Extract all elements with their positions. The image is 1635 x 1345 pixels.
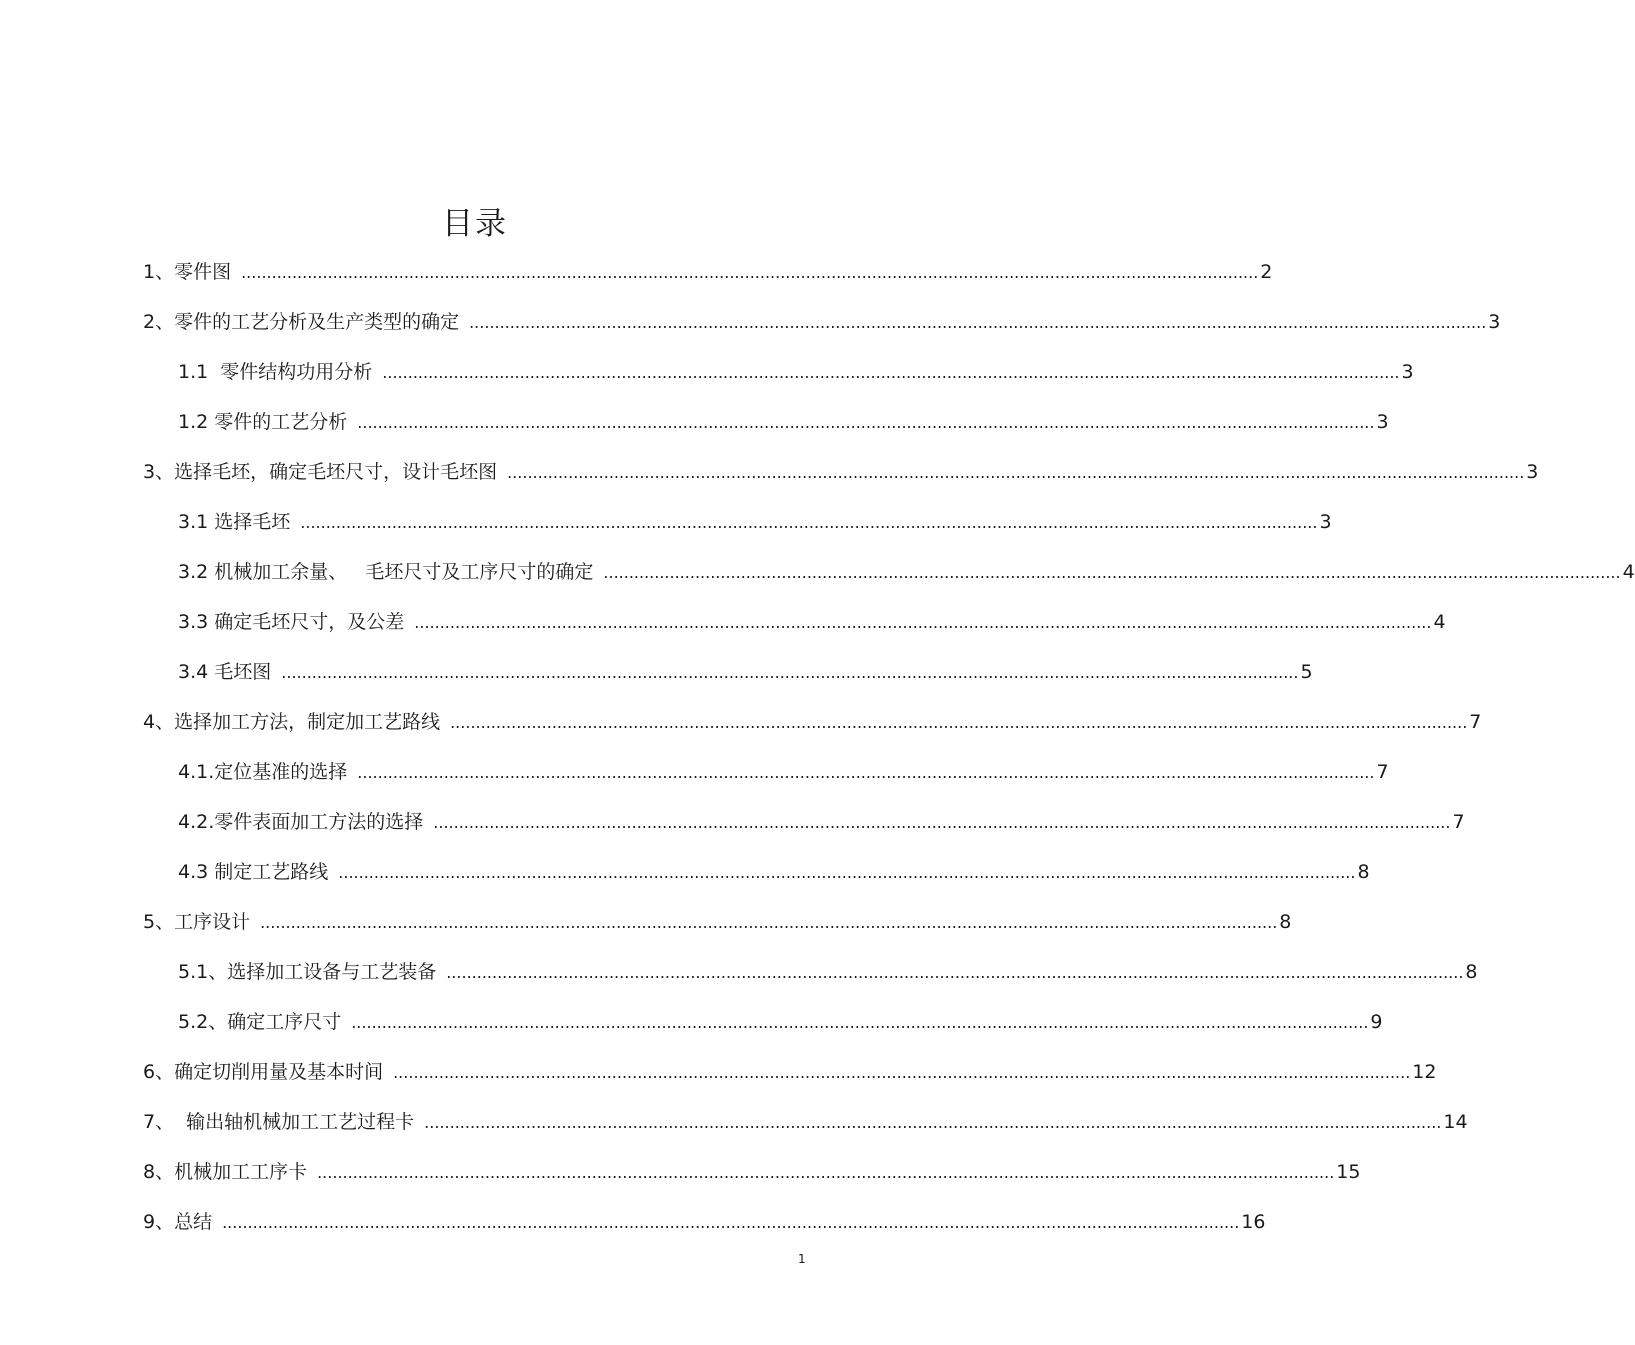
toc-entry[interactable] bbox=[143, 1103, 1468, 1133]
toc-leader-dots: ........................................................................................................................................................................................................ bbox=[222, 1213, 1240, 1232]
toc-entry[interactable] bbox=[178, 1003, 1383, 1033]
toc-entry[interactable] bbox=[178, 653, 1313, 683]
toc-leader-dots: ........................................................................................................................................................................................................ bbox=[357, 763, 1375, 782]
toc-entry-label: 1.1 零件结构功用分析 bbox=[178, 361, 373, 383]
toc-entry-label: 1、零件图 bbox=[143, 261, 232, 283]
toc-leader-dots: ........................................................................................................................................................................................................ bbox=[351, 1013, 1369, 1032]
toc-leader-dots: ........................................................................................................................................................................................................ bbox=[357, 413, 1375, 432]
toc-entry-label: 4.1.定位基准的选择 bbox=[178, 761, 348, 783]
toc-leader-dots: ........................................................................................................................................................................................................ bbox=[450, 713, 1468, 732]
toc-entry-label: 5.1、选择加工设备与工艺装备 bbox=[178, 961, 437, 983]
toc-entry-page: 4 bbox=[1433, 611, 1446, 633]
toc-entry-page: 8 bbox=[1357, 861, 1370, 883]
toc-entry[interactable] bbox=[178, 353, 1414, 383]
toc-entry[interactable] bbox=[143, 1153, 1361, 1183]
toc-entry-label: 8、机械加工工序卡 bbox=[143, 1161, 308, 1183]
toc-entry[interactable] bbox=[178, 503, 1332, 533]
toc-entry-label: 4.3 制定工艺路线 bbox=[178, 861, 329, 883]
toc-entry[interactable] bbox=[143, 1203, 1266, 1233]
toc-entry-label: 3、选择毛坯，确定毛坯尺寸，设计毛坯图 bbox=[143, 461, 498, 483]
toc-entry[interactable] bbox=[178, 853, 1370, 883]
toc-title: 目录 bbox=[442, 206, 508, 242]
toc-leader-dots: ........................................................................................................................................................................................................ bbox=[603, 563, 1621, 582]
toc-entry-label: 3.1 选择毛坯 bbox=[178, 511, 291, 533]
toc-entry[interactable] bbox=[143, 253, 1273, 283]
toc-entry-page: 5 bbox=[1300, 661, 1313, 683]
toc-leader-dots: ........................................................................................................................................................................................................ bbox=[424, 1113, 1442, 1132]
toc-entry-page: 7 bbox=[1376, 761, 1389, 783]
toc-entry-page: 3 bbox=[1488, 311, 1501, 333]
toc-leader-dots: ........................................................................................................................................................................................................ bbox=[393, 1063, 1411, 1082]
toc-entry-page: 14 bbox=[1443, 1111, 1468, 1133]
toc-leader-dots: ........................................................................................................................................................................................................ bbox=[300, 513, 1318, 532]
toc-entry[interactable] bbox=[178, 553, 1635, 583]
toc-entry-page: 15 bbox=[1336, 1161, 1361, 1183]
toc-entry-label: 1.2 零件的工艺分析 bbox=[178, 411, 348, 433]
toc-entry-page: 2 bbox=[1260, 261, 1273, 283]
toc-entry-page: 3 bbox=[1401, 361, 1414, 383]
toc-entry-label: 3.4 毛坯图 bbox=[178, 661, 272, 683]
toc-entry[interactable] bbox=[178, 953, 1478, 983]
toc-leader-dots: ........................................................................................................................................................................................................ bbox=[469, 313, 1487, 332]
toc-entry[interactable] bbox=[178, 803, 1465, 833]
toc-entry-page: 16 bbox=[1241, 1211, 1266, 1233]
toc-entry-page: 8 bbox=[1465, 961, 1478, 983]
toc-entry[interactable] bbox=[143, 703, 1482, 733]
toc-entry-page: 3 bbox=[1319, 511, 1332, 533]
toc-entry[interactable] bbox=[178, 403, 1389, 433]
toc-entry-label: 4、选择加工方法，制定加工艺路线 bbox=[143, 711, 441, 733]
toc-entry-page: 3 bbox=[1526, 461, 1539, 483]
toc-entry-label: 6、确定切削用量及基本时间 bbox=[143, 1061, 384, 1083]
toc-entry-label: 4.2.零件表面加工方法的选择 bbox=[178, 811, 424, 833]
toc-entry[interactable] bbox=[143, 1053, 1437, 1083]
toc-leader-dots: ........................................................................................................................................................................................................ bbox=[338, 863, 1356, 882]
toc-leader-dots: ........................................................................................................................................................................................................ bbox=[414, 613, 1432, 632]
toc-leader-dots: ........................................................................................................................................................................................................ bbox=[507, 463, 1525, 482]
toc-leader-dots: ........................................................................................................................................................................................................ bbox=[241, 263, 1259, 282]
toc-leader-dots: ........................................................................................................................................................................................................ bbox=[433, 813, 1451, 832]
toc-entry[interactable] bbox=[178, 753, 1389, 783]
toc-entry[interactable] bbox=[143, 453, 1539, 483]
toc-leader-dots: ........................................................................................................................................................................................................ bbox=[446, 963, 1464, 982]
toc-leader-dots: ........................................................................................................................................................................................................ bbox=[260, 913, 1278, 932]
toc-entry-label: 5.2、确定工序尺寸 bbox=[178, 1011, 342, 1033]
toc-entry-label: 7、 输出轴机械加工工艺过程卡 bbox=[143, 1111, 415, 1133]
toc-entry[interactable] bbox=[143, 303, 1501, 333]
toc-entry-page: 7 bbox=[1469, 711, 1482, 733]
toc-entry-label: 9、总结 bbox=[143, 1211, 213, 1233]
toc-entry-page: 12 bbox=[1412, 1061, 1437, 1083]
toc-leader-dots: ........................................................................................................................................................................................................ bbox=[281, 663, 1299, 682]
toc-entry-page: 4 bbox=[1622, 561, 1635, 583]
toc-leader-dots: ........................................................................................................................................................................................................ bbox=[382, 363, 1400, 382]
toc-leader-dots: ........................................................................................................................................................................................................ bbox=[317, 1163, 1335, 1182]
toc-entry[interactable] bbox=[143, 903, 1292, 933]
page-number: 1 bbox=[798, 1252, 806, 1266]
toc-entry-page: 8 bbox=[1279, 911, 1292, 933]
toc-entry-page: 3 bbox=[1376, 411, 1389, 433]
toc-entry-page: 9 bbox=[1370, 1011, 1383, 1033]
toc-entry[interactable] bbox=[178, 603, 1446, 633]
toc-entry-page: 7 bbox=[1452, 811, 1465, 833]
toc-entry-label: 3.2 机械加工余量、 毛坯尺寸及工序尺寸的确定 bbox=[178, 561, 594, 583]
toc-entry-label: 3.3 确定毛坯尺寸，及公差 bbox=[178, 611, 405, 633]
toc-entry-label: 2、零件的工艺分析及生产类型的确定 bbox=[143, 311, 460, 333]
toc-entry-label: 5、工序设计 bbox=[143, 911, 251, 933]
